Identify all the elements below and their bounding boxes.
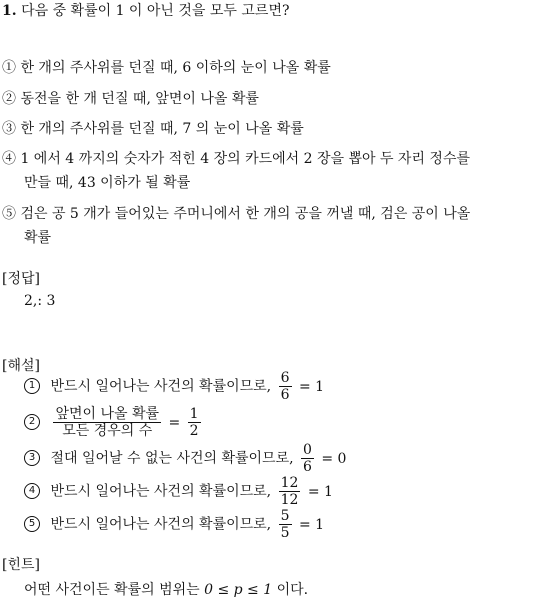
choice-4-text: 1 에서 4 까지의 숫자가 적힌 4 장의 카드에서 2 장을 뽑아 두 자리 정수를	[20, 151, 471, 167]
fraction	[279, 370, 292, 403]
fraction	[279, 475, 301, 508]
choice-4-continuation: 만들 때, 43 이하가 될 확률	[24, 175, 191, 191]
explanation-5-text: 반드시 일어나는 사건의 확률이므로,	[50, 516, 272, 533]
circled-number-4: 4	[24, 483, 40, 499]
explanation-item-3	[24, 442, 346, 475]
choice-1	[2, 57, 331, 77]
fraction-numerator: 6	[280, 370, 290, 386]
fraction	[188, 406, 201, 439]
choice-3-text: 한 개의 주사위를 던질 때, 7 의 눈이 나올 확률	[20, 121, 304, 137]
explanation-item-1	[24, 370, 324, 403]
circled-number-3: 3	[24, 450, 40, 466]
explanation-label: [해설]	[2, 358, 40, 374]
explanation-3-text: 절대 일어날 수 없는 사건의 확률이므로,	[50, 450, 294, 467]
fraction-numerator: 12	[280, 475, 299, 491]
question-text: 다음 중 확률이 1 이 아닌 것을 모두 고르면?	[21, 3, 290, 19]
equals-value: = 0	[321, 450, 347, 467]
circled-number-2: 2	[24, 414, 40, 430]
equals-value: = 1	[298, 378, 325, 395]
explanation-item-5	[24, 508, 324, 541]
fraction-numerator: 앞면이 나올 확률	[55, 406, 160, 422]
choice-3-mark: ③	[2, 121, 16, 137]
equals-sign: =	[168, 414, 181, 431]
question-number: 1.	[2, 3, 17, 19]
choice-2-mark: ②	[2, 91, 16, 107]
fraction-denominator: 6	[280, 387, 290, 403]
explanation-1-text: 반드시 일어나는 사건의 확률이므로,	[50, 378, 272, 395]
fraction-numerator: 1	[189, 406, 199, 422]
choice-2-text: 동전을 한 개 던질 때, 앞면이 나올 확률	[20, 91, 259, 107]
explanation-item-4	[24, 475, 333, 508]
choice-2	[2, 88, 259, 108]
fraction-denominator: 5	[280, 525, 290, 541]
explanation-item-2	[24, 406, 204, 439]
hint-label: [힌트]	[2, 557, 40, 573]
circled-number-5: 5	[24, 516, 40, 532]
choice-1-mark: ①	[2, 60, 16, 76]
fraction	[279, 508, 292, 541]
hint-text-before: 어떤 사건이든 확률의 범위는	[24, 582, 200, 598]
choice-5-mark: ⑤	[2, 206, 16, 222]
fraction-denominator: 모든 경우의 수	[53, 422, 161, 439]
fraction-numerator: 0	[303, 442, 312, 458]
hint-line	[24, 579, 308, 599]
choice-5-text: 검은 공 5 개가 들어있는 주머니에서 한 개의 공을 꺼낼 때, 검은 공이 나올	[20, 206, 471, 222]
explanation-4-text: 반드시 일어나는 사건의 확률이므로,	[50, 483, 272, 500]
choice-4-mark: ④	[2, 151, 16, 167]
equals-value: = 1	[298, 516, 325, 533]
hint-inequality: 0 ≤ p ≤ 1	[204, 582, 273, 598]
fraction-denominator: 6	[303, 459, 312, 475]
circled-number-1: 1	[24, 378, 40, 394]
answer-label: [정답]	[2, 271, 40, 287]
choice-3	[2, 118, 304, 138]
hint-text-after: 이다.	[276, 582, 309, 598]
choice-5-continuation: 확률	[24, 230, 52, 246]
choice-1-text: 한 개의 주사위를 던질 때, 6 이하의 눈이 나올 확률	[20, 60, 331, 76]
fraction-denominator: 12	[280, 492, 299, 508]
choice-5	[2, 203, 470, 223]
fraction	[53, 406, 161, 439]
equals-value: = 1	[307, 483, 333, 500]
question-line	[2, 0, 289, 20]
choice-4	[2, 148, 470, 168]
fraction-denominator: 2	[189, 423, 199, 439]
fraction	[301, 442, 314, 475]
answer-value: 2,: 3	[24, 293, 56, 309]
fraction-numerator: 5	[280, 508, 290, 524]
